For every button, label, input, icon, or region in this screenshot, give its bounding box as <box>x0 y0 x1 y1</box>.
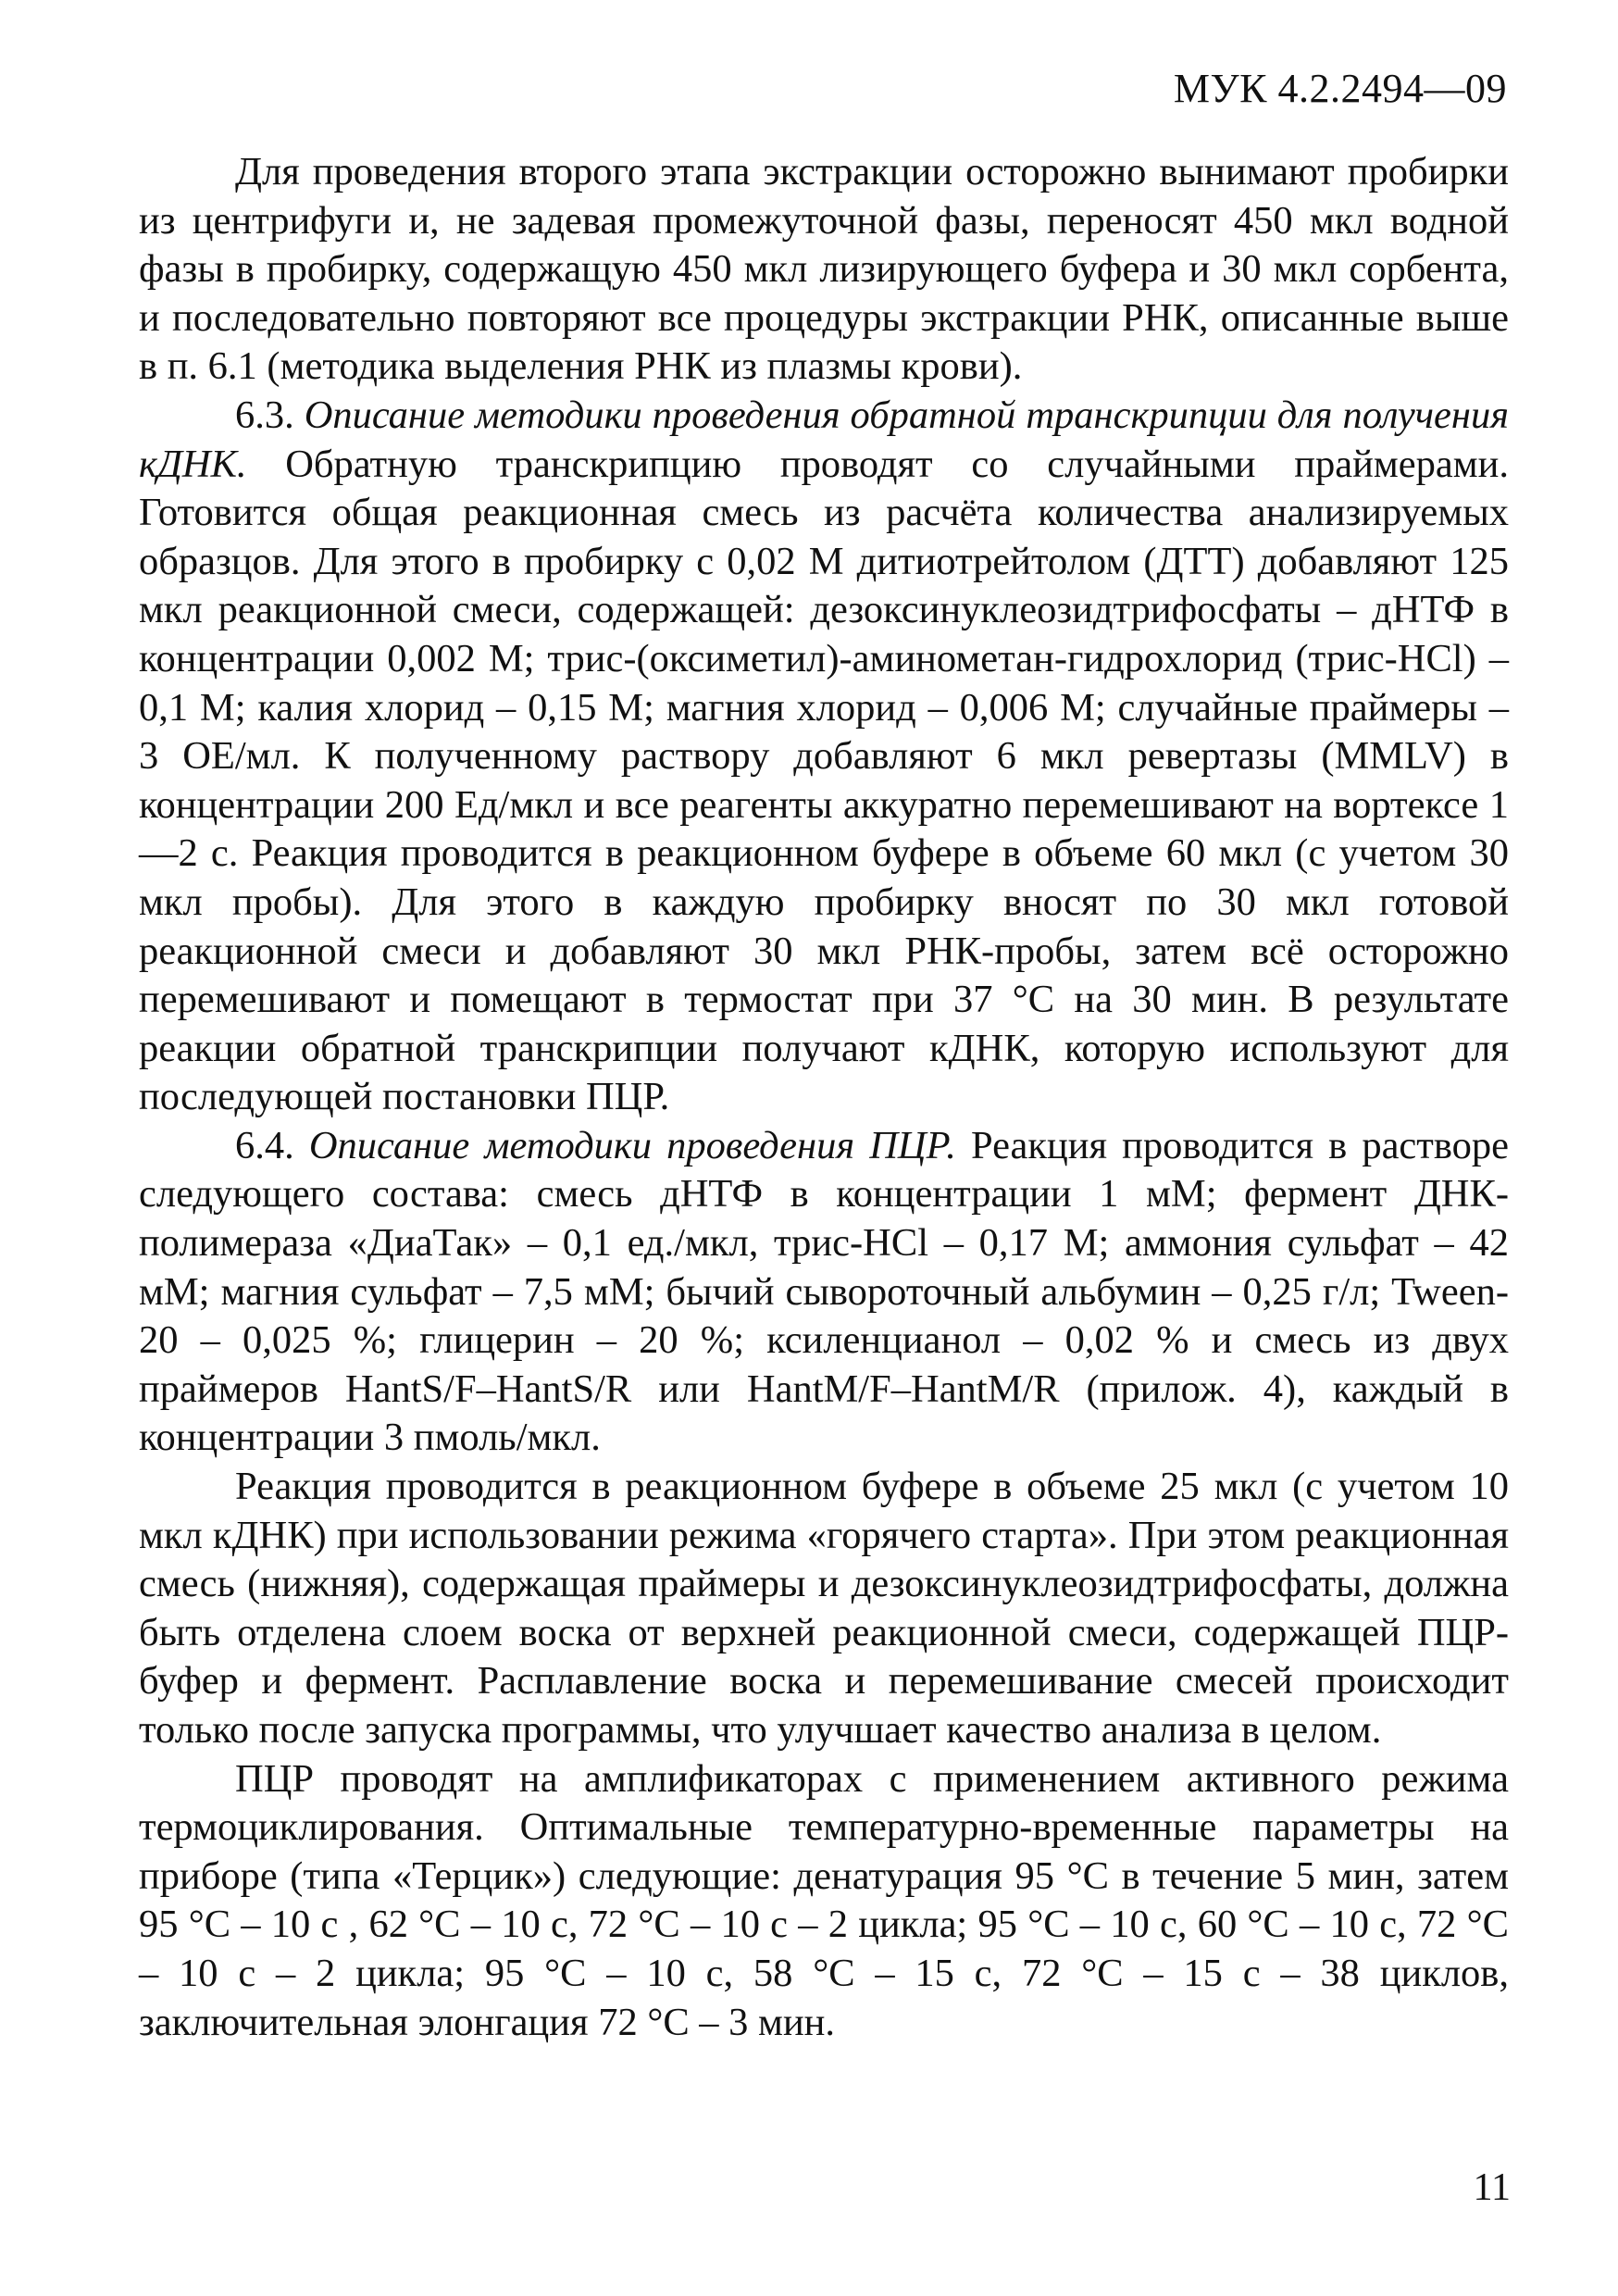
document-header: МУК 4.2.2494—09 <box>1173 66 1507 111</box>
paragraph-text: ПЦР проводят на амплификаторах с применением активного режима термоциклирования. Оптимальные температурно-временные параметры на приборе (типа «Терцик») следующие: денатурация 95 °С в течение 5 мин, затем 95 °С – 10 с , 62 °С – 10 с, 72 °С – 10 с – 2 цикла; 95 °С – 10 с, 60 °С – 10 с, 72 °С – 10 с – 2 цикла; 95 °С – 10 с, 58 °С – 15 с, 72 °С – 15 с – 38 циклов, заключительная элонгация 72 °С – 3 мин. <box>139 1756 1509 2044</box>
paragraph-pcr-cycling <box>139 1755 1509 2048</box>
paragraph-text: Реакция проводится в реакционном буфере в объеме 25 мкл (с учетом 10 мкл кДНК) при использовании режима «горячего старта». При этом реакционная смесь (нижняя), содержащая праймеры и дезоксинуклеозидтрифосфаты, должна быть отделена слоем воска от верхней реакционной смеси, содержащей ПЦР-буфер и фермент. Расплавление воска и перемешивание смесей происходит только после запуска программы, что улучшает качество анализа в целом. <box>139 1465 1509 1752</box>
section-number: 6.4. <box>235 1123 309 1167</box>
paragraph-extraction-step-two <box>139 148 1509 392</box>
paragraph-text: Реакция проводится в растворе следующего состава: смесь дНТФ в концентрации 1 мМ; фермент ДНК-полимераза «ДиаТак» – 0,1 ед./мкл, трис-HCl – 0,17 М; аммония сульфат – 42 мМ; магния сульфат – 7,5 мМ; бычий сывороточный альбумин – 0,25 г/л; Tween-20 – 0,025 %; глицерин – 20 %; ксиленцианол – 0,02 % и смесь из двух праймеров HantS/F–HantS/R или HantM/F–HantM/R (прилож. 4), каждый в концентрации 3 пмоль/мкл. <box>139 1123 1510 1460</box>
paragraph-reaction-buffer <box>139 1463 1509 1755</box>
paragraph-section-6-3 <box>139 392 1509 1122</box>
document-body <box>139 148 1509 2047</box>
section-title: Описание методики проведения ПЦР. <box>308 1123 956 1167</box>
paragraph-text: Для проведения второго этапа экстракции осторожно вынимают пробирки из центрифуги и, не задевая промежуточной фазы, переносят 450 мкл водной фазы в пробирку, содержащую 450 мкл лизирующего буфера и 30 мкл сорбента, и последовательно повторяют все процедуры экстракции РНК, описанные выше в п. 6.1 (методика выделения РНК из плазмы крови). <box>139 150 1509 389</box>
page-number: 11 <box>1473 2166 1511 2209</box>
section-title: Описание методики проведения обратной транскрипции для получения кДНК. <box>139 393 1510 486</box>
paragraph-section-6-4 <box>139 1122 1509 1463</box>
paragraph-text: Обратную транскрипцию проводят со случайными праймерами. Готовится общая реакционная смесь из расчёта количества анализируемых образцов. Для этого в пробирку с 0,02 М дитиотрейтолом (ДТТ) добавляют 125 мкл реакционной смеси, содержащей: дезоксинуклеозидтрифосфаты – дНТФ в концентрации 0,002 М; трис-(оксиметил)-аминометан-гидрохлорид (трис-HCl) – 0,1 М; калия хлорид – 0,15 М; магния хлорид – 0,006 М; случайные праймеры – 3 ОЕ/мл. К полученному раствору добавляют 6 мкл ревертазы (MMLV) в концентрации 200 Ед/мкл и все реагенты аккуратно перемешивают на вортексе 1—2 с. Реакция проводится в реакционном буфере в объеме 60 мкл (с учетом 30 мкл пробы). Для этого в каждую пробирку вносят по 30 мкл готовой реакционной смеси и добавляют 30 мкл РНК-пробы, затем всё осторожно перемешивают и помещают в термостат при 37 °С на 30 мин. В результате реакции обратной транскрипции получают кДНК, которую используют для последующей постановки ПЦР. <box>139 442 1509 1119</box>
section-number: 6.3. <box>235 393 305 437</box>
